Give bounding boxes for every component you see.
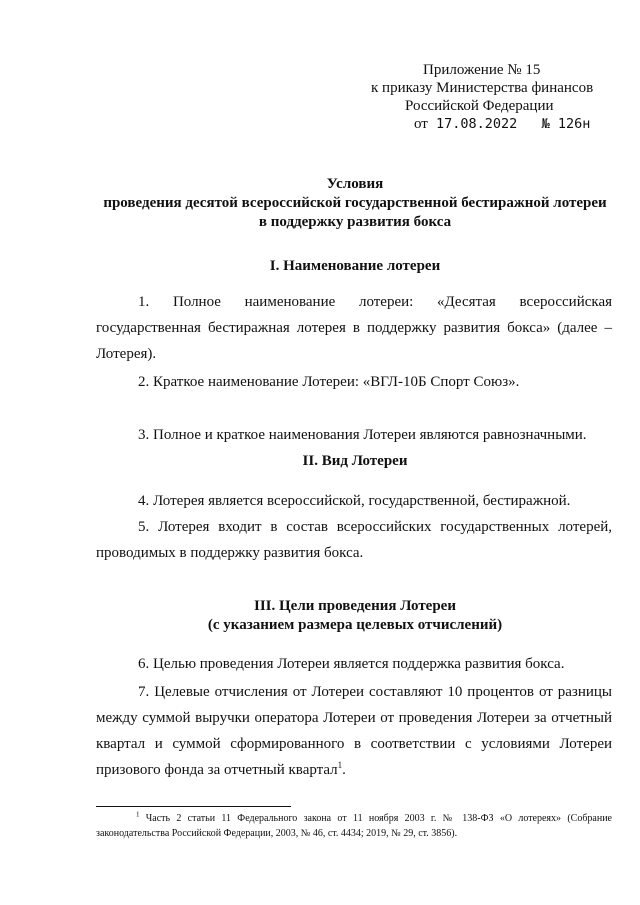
paragraph-5-line-2: проводимых в поддержку развития бокса. <box>96 545 364 561</box>
paragraph-5-line-1: 5. Лотерея входит в состав всероссийских государственных лотерей, <box>138 519 612 535</box>
appendix-header <box>330 61 620 133</box>
title-line-2: проведения десятой всероссийской государственной бестиражной лотереи <box>103 195 607 211</box>
paragraph-1-line-2: государственная бестиражная лотерея в поддержку развития бокса» (далее – <box>96 320 612 336</box>
paragraph-1-line-3: Лотерея). <box>96 346 157 362</box>
title-line-3: в поддержку развития бокса <box>258 214 452 230</box>
order-reference: к приказу Министерства финансов <box>371 80 594 96</box>
section-1-heading: I. Наименование лотереи <box>269 258 441 274</box>
footnote-text: Часть 2 статьи 11 Федерального закона от 11 ноября 2003 г. № 138-ФЗ «О лотереях» (Собрание законодательства Российской Федерации, 2003, № 46, ст. 4434; 2019, № 29, ст. 3856). <box>96 813 612 839</box>
section-3-heading <box>95 597 615 635</box>
paragraph-2: 2. Краткое наименование Лотереи: «ВГЛ-10Б Спорт Союз». <box>138 374 520 390</box>
appendix-number: Приложение № 15 <box>423 62 541 78</box>
paragraph-7-line-4 <box>96 757 612 783</box>
order-date-line <box>330 115 620 133</box>
footnote-reference[interactable]: 1 <box>337 760 343 770</box>
paragraph-7-line-4-text: призового фонда за отчетный квартал <box>96 762 338 778</box>
date-prefix: от <box>414 116 428 132</box>
paragraph-3: 3. Полное и краткое наименования Лотереи являются равнозначными. <box>138 427 587 443</box>
title-line-1: Условия <box>326 176 384 192</box>
paragraph-7 <box>96 679 612 783</box>
paragraph-6: 6. Целью проведения Лотереи является поддержка развития бокса. <box>138 656 565 672</box>
footnote-divider <box>96 806 291 807</box>
paragraph-4: 4. Лотерея является всероссийской, государственной, бестиражной. <box>138 493 571 509</box>
order-date: 17.08.2022 <box>436 116 518 132</box>
paragraph-7-line-3: квартал и суммой сформированного в соответствии с условиями Лотереи <box>96 736 612 752</box>
section-3-heading-line-2: (с указанием размера целевых отчислений) <box>207 617 503 633</box>
section-2-heading: II. Вид Лотереи <box>302 453 408 469</box>
paragraph-1 <box>96 289 612 367</box>
paragraph-7-line-2: между суммой выручки оператора Лотереи от проведения Лотереи за отчетный <box>96 710 612 726</box>
section-3-heading-line-1: III. Цели проведения Лотереи <box>254 598 456 614</box>
paragraph-5 <box>96 514 612 566</box>
paragraph-1-line-1: 1. Полное наименование лотереи: «Десятая всероссийская <box>138 294 612 310</box>
order-number: № 126н <box>541 116 591 132</box>
footnote <box>96 811 612 841</box>
country-name: Российской Федерации <box>405 98 554 114</box>
paragraph-7-end: . <box>342 762 346 778</box>
document-title <box>95 175 615 232</box>
paragraph-7-line-1: 7. Целевые отчисления от Лотереи составляют 10 процентов от разницы <box>138 684 612 700</box>
footnote-marker: 1 <box>136 810 140 819</box>
